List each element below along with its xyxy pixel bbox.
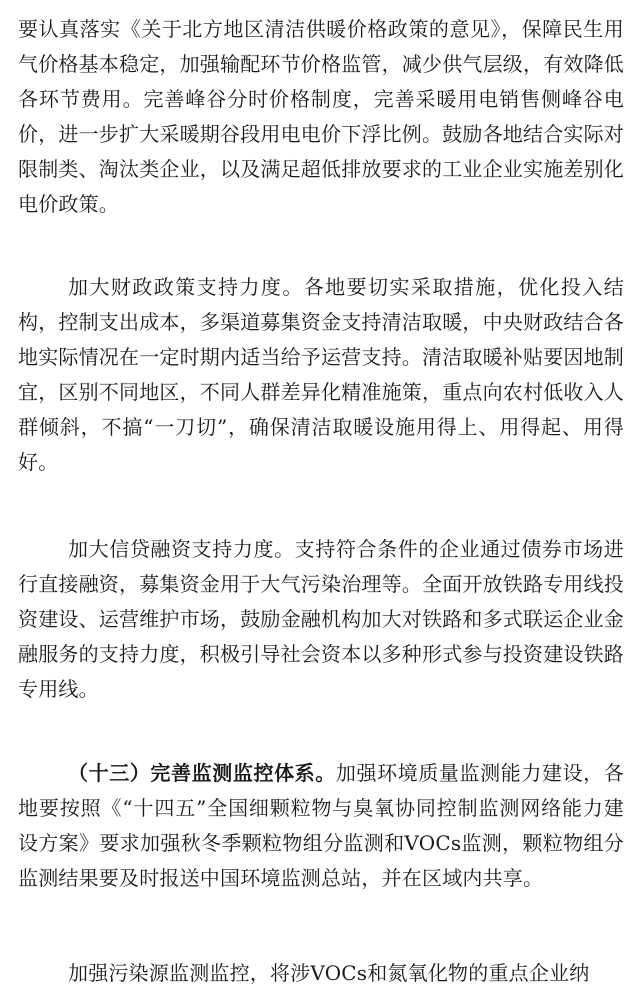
- paragraph-pollution-source-monitoring: 加强污染源监测监控，将涉VOCs和氮氧化物的重点企业纳: [68, 961, 590, 985]
- section-heading-13: （十三）完善监测监控体系。: [68, 761, 336, 785]
- paragraph-fiscal-support: 加大财政政策支持力度。各地要切实采取措施，优化投入结构，控制支出成本，多渠道募集资金支持清洁取暖，中央财政结合各地实际情况在一定时期内适当给予运营支持。清洁取暖补贴要因地制宜，区别不同地区，不同人群差异化精准施策，重点向农村低收入人群倾斜，不搞“一刀切”，确保清洁取暖设施用得上、用得起、用得好。: [18, 275, 624, 474]
- paragraph-credit-financing: 加大信贷融资支持力度。支持符合条件的企业通过债券市场进行直接融资，募集资金用于大气污染治理等。全面开放铁路专用线投资建设、运营维护市场，鼓励金融机构加大对铁路和多式联运企业金融服务的支持力度，积极引导社会资本以多种形式参与投资建设铁路专用线。: [18, 537, 624, 701]
- paragraph-monitoring-system: [18, 756, 624, 896]
- paragraph-monitoring-body: 加强环境质量监测能力建设，各地要按照《“十四五”全国细颗粒物与臭氧协同控制监测网络能力建设方案》要求加强秋冬季颗粒物组分监测和VOCs监测，颗粒物组分监测结果要及时报送中国环境监测总站，并在区域内共享。: [18, 761, 624, 890]
- paragraph-price-policy: 要认真落实《关于北方地区清洁供暖价格政策的意见》，保障民生用气价格基本稳定，加强输配环节价格监管，减少供气层级，有效降低各环节费用。完善峰谷分时价格制度，完善采暖用电销售侧峰谷电价，进一步扩大采暖期谷段用电电价下浮比例。鼓励各地结合实际对限制类、淘汰类企业，以及满足超低排放要求的工业企业实施差别化电价政策。: [18, 17, 624, 216]
